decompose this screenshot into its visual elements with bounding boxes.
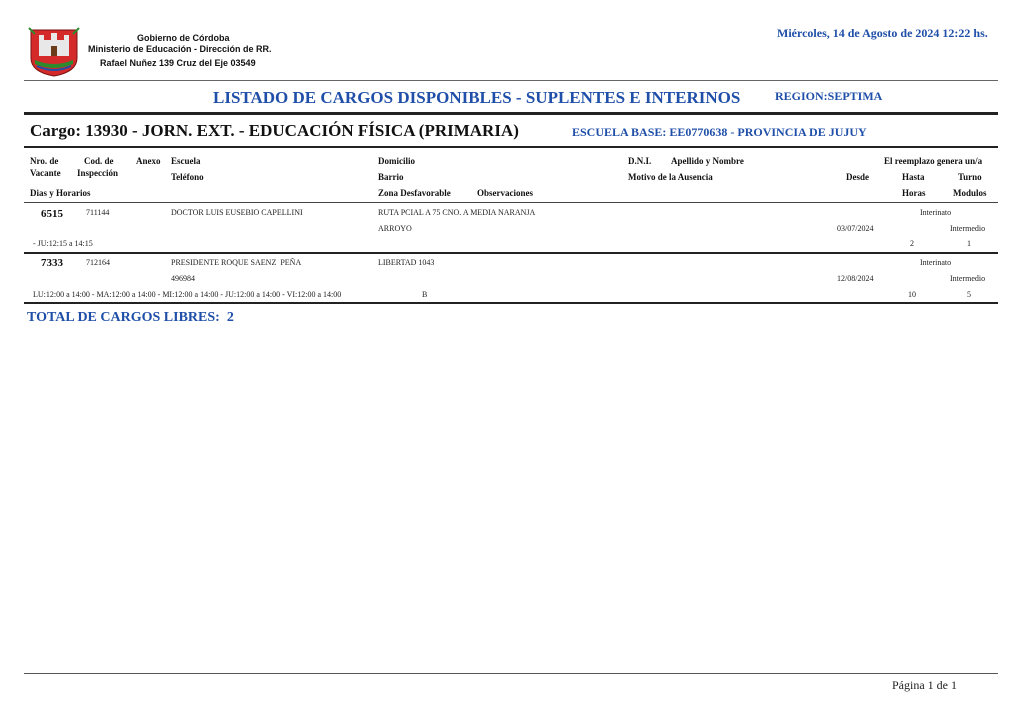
row-domicilio: RUTA PCIAL A 75 CNO. A MEDIA NARANJA [378, 208, 536, 217]
row-modulos: 5 [967, 290, 971, 299]
col-barrio: Barrio [378, 172, 404, 182]
org-name: Gobierno de Córdoba [137, 33, 230, 43]
col-escuela: Escuela [171, 156, 201, 166]
col-zona: Zona Desfavorable [378, 188, 451, 198]
cargo-label: Cargo: 13930 - JORN. EXT. - EDUCACIÓN FÍSICA (PRIMARIA) [30, 121, 519, 140]
col-observaciones: Observaciones [477, 188, 533, 198]
row-turno: Intermedio [950, 224, 986, 233]
report-datetime: Miércoles, 14 de Agosto de 2024 12:22 hs. [777, 26, 988, 40]
row-dias: LU:12:00 a 14:00 - MA:12:00 a 14:00 - MI:12:00 a 14:00 - JU:12:00 a 14:00 - VI:12:00 a 14:00 [33, 290, 342, 299]
col-motivo: Motivo de la Ausencia [628, 172, 713, 182]
row-barrio: ARROYO [378, 224, 412, 233]
col-modulos: Modulos [953, 188, 987, 198]
table-bottom-divider [24, 302, 998, 304]
col-desde: Desde [846, 172, 869, 182]
col-hasta: Hasta [902, 172, 925, 182]
col-reemplazo: El reemplazo genera un/a [884, 156, 983, 166]
col-anexo: Anexo [136, 156, 161, 166]
row-divider [24, 252, 998, 254]
row-inspeccion: 712164 [86, 258, 110, 267]
row-genera: Interinato [920, 258, 952, 267]
col-dni: D.N.I. [628, 156, 652, 166]
page-number: Página 1 de 1 [892, 678, 957, 692]
row-domicilio: LIBERTAD 1043 [378, 258, 435, 267]
row-horas: 10 [908, 290, 916, 299]
row-escuela: DOCTOR LUIS EUSEBIO CAPELLINI [171, 208, 303, 217]
col-inspeccion: Inspección [77, 168, 119, 178]
row-turno: Intermedio [950, 274, 986, 283]
col-domicilio: Domicilio [378, 156, 415, 166]
header-bottom-divider [24, 202, 998, 203]
col-vacante: Vacante [30, 168, 61, 178]
col-horas: Horas [902, 188, 926, 198]
row-telefono: 496984 [171, 274, 195, 283]
escuela-base: ESCUELA BASE: EE0770638 - PROVINCIA DE JUJUY [572, 125, 867, 139]
row-horas: 2 [910, 239, 914, 248]
title-divider [24, 112, 998, 115]
col-dias: Dias y Horarios [30, 188, 91, 198]
org-ministry: Ministerio de Educación - Dirección de RR. [88, 44, 272, 54]
row-dias: - JU:12:15 a 14:15 [33, 239, 93, 248]
row-inspeccion: 711144 [86, 208, 110, 217]
cordoba-coat-of-arms-icon [27, 24, 81, 78]
cargo-divider [24, 146, 998, 148]
row-vacante: 6515 [41, 208, 63, 220]
col-turno: Turno [958, 172, 982, 182]
row-vacante: 7333 [41, 257, 63, 269]
row-escuela: PRESIDENTE ROQUE SAENZ PEÑA [171, 258, 302, 267]
row-desde: 03/07/2024 [837, 224, 874, 233]
row-genera: Interinato [920, 208, 952, 217]
footer-divider [24, 673, 998, 674]
region-label: REGION:SEPTIMA [775, 89, 883, 103]
col-apellido: Apellido y Nombre [671, 156, 744, 166]
col-cod-de: Cod. de [84, 156, 114, 166]
row-desde: 12/08/2024 [837, 274, 874, 283]
row-modulos: 1 [967, 239, 971, 248]
report-title: LISTADO DE CARGOS DISPONIBLES - SUPLENTES E INTERINOS [213, 88, 741, 107]
org-address: Rafael Nuñez 139 Cruz del Eje 03549 [100, 58, 256, 68]
row-zona: B [422, 290, 428, 299]
header-divider [24, 80, 998, 81]
total-cargos: TOTAL DE CARGOS LIBRES: 2 [27, 310, 234, 325]
col-telefono: Teléfono [171, 172, 204, 182]
col-nro-de: Nro. de [30, 156, 59, 166]
